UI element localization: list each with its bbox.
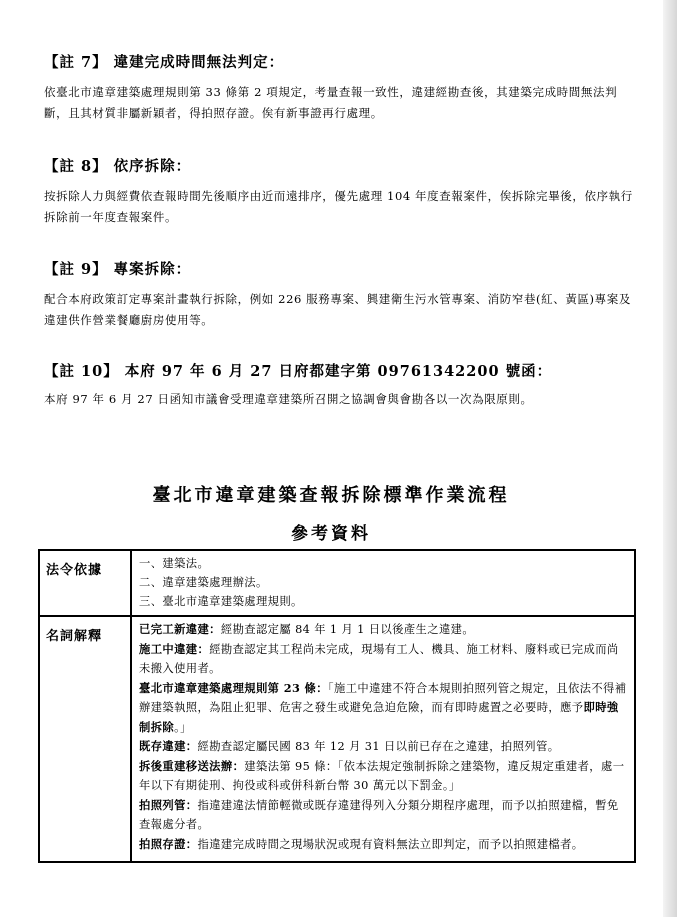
law-item: 三、臺北市違章建築處理規則。 [139,595,303,608]
note-9-body: 配合本府政策訂定專案計畫執行拆除，例如 226 服務專案、興建衛生污水管專案、消防窄巷(紅、黃區)專案及違建供作營業餐廳廚房使用等。 [44,292,631,327]
definition-item [139,796,628,835]
terms-list [131,616,635,862]
definition-term: 既存違建： [139,739,198,753]
note-8-body: 按拆除人力與經費依查報時間先後順序由近而遠排序，優先處理 104 年度查報案件，俟拆除完畢後，依序執行拆除前一年度查報案件。 [44,189,633,224]
main-title: 臺北市違章建築查報拆除標準作業流程 [152,485,510,506]
definition-term: 臺北市違章建築處理規則第 23 條： [139,680,328,695]
law-header: 法令依據 [39,550,131,616]
definition-item [139,679,628,738]
definition-term: 已完工新違建： [139,622,221,636]
definition-term: 施工中違建： [139,641,210,656]
definition-emphasis: 即時強制拆除 [139,700,619,734]
note-10-title: 【註 10】 本府 97 年 6 月 27 日府都建字第 09761342200 號函： [44,363,553,380]
note-10-body: 本府 97 年 6 月 27 日函知市議會受理違章建築所召開之協調會與會勘各以一次為限原則。 [44,392,533,406]
note-9-title: 【註 9】 專案拆除： [44,261,192,278]
law-item: 一、建築法。 [139,557,210,570]
law-list [131,550,635,616]
definition-item [139,835,628,855]
note-8-title: 【註 8】 依序拆除： [44,158,192,175]
note-7-body: 依臺北市違章建築處理規則第 33 條第 2 項規定，考量查報一致性，違建經勘查後，其建築完成時間無法判斷，且其材質非屬新穎者，得拍照存證。俟有新事證再行處理。 [44,85,618,120]
terms-header: 名詞解釋 [39,616,131,862]
sub-title: 參考資料 [291,524,371,544]
definition-item [139,737,628,757]
definition-term: 拆後重建移送法辦： [139,758,245,773]
law-row [39,550,635,616]
definition-text: 「施工中違建不符合本規則拍照列管之規定，且依法不得補辦建築執照，為阻止犯罪、危害之發生或避免急迫危險，而有即時處置之必要時，應予 [139,681,627,714]
definition-item [139,757,628,796]
definition-item [139,640,628,679]
law-item: 二、違章建築處理辦法。 [139,576,268,589]
definition-text: 經勘查認定屬民國 83 年 12 月 31 日以前已存在之違建，拍照列管。 [197,740,560,753]
terms-row [39,616,635,862]
reference-table [38,549,636,863]
definition-tail: 。」 [174,720,192,734]
definition-term: 拍照存證： [139,836,198,851]
definition-text: 建築法第 95 條：「依本法規定強制拆除之建築物，違反規定重建者，處一年以下有期徒刑、拘役或科或併科新台幣 30 萬元以下罰金。」 [139,759,625,792]
definition-text: 經勘查認定屬 84 年 1 月 1 日以後產生之違建。 [220,623,475,636]
definition-text: 指違建完成時間之現場狀況或現有資料無法立即判定，而予以拍照建檔者。 [197,837,584,851]
note-7-title: 【註 7】 違建完成時間無法判定： [44,54,285,71]
definition-text: 經勘查認定其工程尚未完成，現場有工人、機具、施工材料、廢料或已完成而尚未搬入使用者。 [139,642,619,675]
page-edge-shadow [663,0,677,917]
definition-text: 指違建違法情節輕微或既存違建得列入分類分期程序處理，而予以拍照建檔，暫免查報處分者。 [139,798,619,831]
definition-term: 拍照列管： [139,797,198,812]
definition-item [139,620,628,640]
